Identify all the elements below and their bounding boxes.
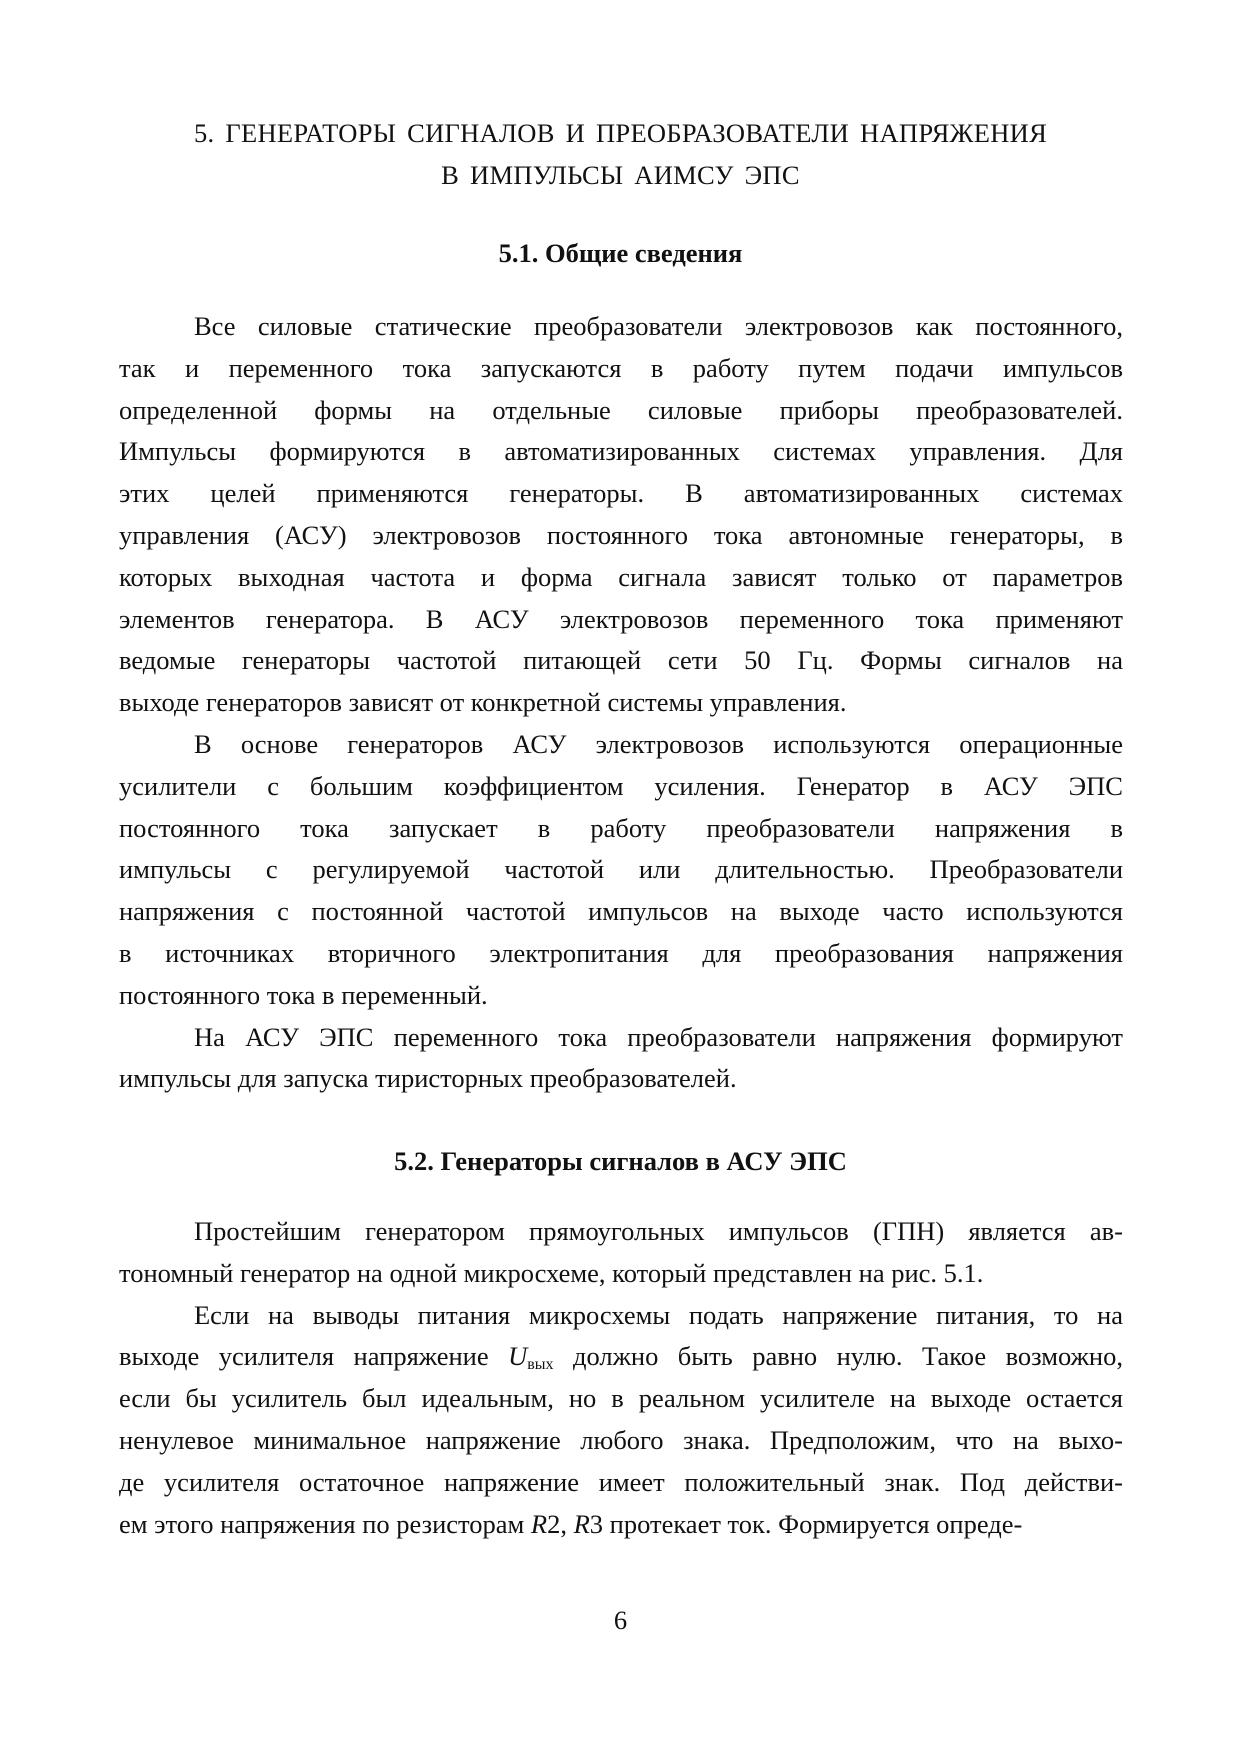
paragraph: [119, 1211, 1123, 1295]
text-line: которых выходная частота и форма сигнала зависят только от параметров: [119, 561, 1123, 592]
text-line: В основе генераторов АСУ электровозов используются операционные: [194, 728, 1123, 759]
text-line: Все силовые статические преобразователи электровозов как постоянного,: [194, 311, 1123, 341]
text-line: ведомые генераторы частотой питающей сети 50 Гц. Формы сигналов на: [119, 645, 1123, 676]
text-line: напряжения с постоянной частотой импульсов на выходе часто используются: [119, 896, 1123, 927]
text-line: определенной формы на отдельные силовые приборы преобразователей.: [119, 394, 1123, 425]
text-line: если бы усилитель был идеальным, но в реальном усилителе на выходе остается: [119, 1383, 1123, 1414]
italic-symbol: R: [573, 1508, 590, 1539]
text-line: этих целей применяются генераторы. В автоматизированных системах: [119, 478, 1123, 509]
text-span: 2,: [547, 1508, 574, 1539]
paragraph: [119, 1017, 1123, 1101]
section-2-body: [119, 1211, 1123, 1545]
text-line: импульсы с регулируемой частотой или длительностью. Преобразователи: [119, 854, 1123, 885]
text-line: де усилителя остаточное напряжение имеет положительный знак. Под действи-: [119, 1466, 1123, 1497]
chapter-title-line-1: 5. ГЕНЕРАТОРЫ СИГНАЛОВ И ПРЕОБРАЗОВАТЕЛИ НАПРЯЖЕНИЯ: [193, 118, 1048, 148]
paragraph: [119, 724, 1123, 1017]
text-line: элементов генератора. В АСУ электровозов переменного тока применяют: [119, 603, 1123, 634]
text-line: в источниках вторичного электропитания для преобразования напряжения: [119, 937, 1123, 968]
italic-symbol: R: [530, 1508, 548, 1539]
text-line: импульсы для запуска тиристорных преобразователей.: [119, 1063, 737, 1094]
text-line: усилители с большим коэффициентом усиления. Генератор в АСУ ЭПС: [119, 770, 1123, 801]
paragraph: [119, 306, 1123, 724]
section-1-body: [119, 306, 1123, 1100]
chapter-title-line-2: В ИМПУЛЬСЫ АИМСУ ЭПС: [441, 160, 800, 190]
text-line: выходе генераторов зависят от конкретной системы управления.: [119, 687, 847, 718]
text-line: Простейшим генератором прямоугольных импульсов (ГПН) является ав-: [194, 1216, 1123, 1246]
text-line: [119, 1336, 1123, 1378]
text-span: выходе усилителя напряжение: [119, 1341, 509, 1372]
text-line: тономный генератор на одной микросхеме, который представлен на рис. 5.1.: [119, 1257, 984, 1288]
section-heading-5-1: 5.1. Общие сведения: [498, 238, 743, 268]
text-line: постоянного тока в переменный.: [119, 979, 488, 1010]
text-line: так и переменного тока запускаются в работу путем подачи импульсов: [119, 352, 1123, 383]
subscript: вых: [527, 1356, 554, 1374]
paragraph: [119, 1295, 1123, 1546]
text-span: должно быть равно нулю. Такое возможно,: [553, 1341, 1123, 1372]
italic-symbol: U: [508, 1341, 528, 1372]
text-span: 3 протекает ток. Формируется опреде-: [589, 1508, 1023, 1539]
text-line: На АСУ ЭПС переменного тока преобразователи напряжения формируют: [194, 1021, 1123, 1052]
text-span: ем этого напряжения по резисторам: [119, 1508, 531, 1539]
page-number: 6: [613, 1605, 628, 1635]
section-heading-5-2: 5.2. Генераторы сигналов в АСУ ЭПС: [394, 1146, 847, 1176]
text-line: Импульсы формируются в автоматизированных системах управления. Для: [119, 436, 1123, 467]
text-line: [119, 1504, 1123, 1546]
text-line: постоянного тока запускает в работу преобразователи напряжения в: [119, 812, 1123, 843]
text-line: ненулевое минимальное напряжение любого знака. Предположим, что на выхо-: [119, 1424, 1123, 1455]
text-line: управления (АСУ) электровозов постоянного тока автономные генераторы, в: [119, 519, 1123, 550]
text-line: Если на выводы питания микросхемы подать напряжение питания, то на: [194, 1299, 1123, 1330]
